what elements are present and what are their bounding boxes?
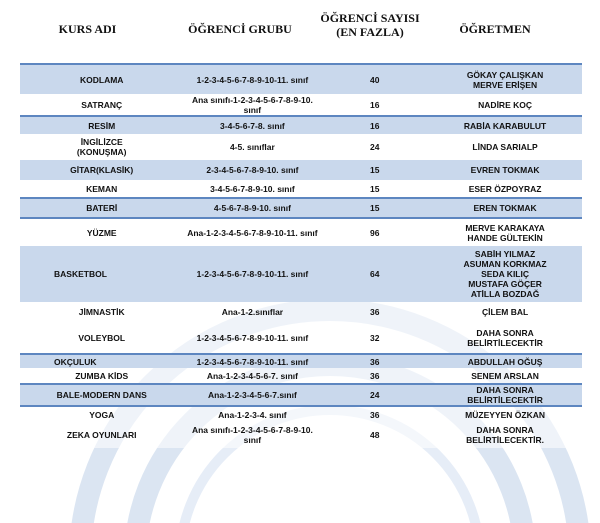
count-cell: 64	[321, 246, 428, 302]
course-cell: KODLAMA	[20, 64, 183, 94]
count-cell: 15	[321, 180, 428, 198]
course-cell: VOLEYBOL	[20, 322, 183, 354]
table-row	[20, 384, 582, 406]
group-cell: Ana-1-2-3-4-5-6-7.sınıf	[183, 384, 321, 406]
teacher-cell: SENEM ARSLAN	[428, 368, 582, 384]
course-cell: YOGA	[20, 406, 183, 422]
table-row	[20, 134, 582, 160]
count-cell: 32	[321, 322, 428, 354]
course-cell: BATERİ	[20, 198, 183, 218]
course-cell: SATRANÇ	[20, 94, 183, 116]
group-cell: Ana sınıfı-1-2-3-4-5-6-7-8-9-10. sınıf	[183, 94, 321, 116]
table-row	[20, 422, 582, 448]
course-cell: BALE-MODERN DANS	[20, 384, 183, 406]
table-row	[20, 246, 582, 302]
header-course: KURS ADI	[58, 22, 117, 36]
group-cell: Ana-1-2-3-4. sınıf	[183, 406, 321, 422]
count-cell: 15	[321, 160, 428, 180]
course-cell: ZEKA OYUNLARI	[20, 422, 183, 448]
group-cell: 4-5-6-7-8-9-10. sınıf	[183, 198, 321, 218]
teacher-cell: LİNDA SARIALP	[428, 134, 582, 160]
table-row	[20, 116, 582, 134]
header-group: ÖĞRENCİ GRUBU	[188, 22, 292, 36]
count-cell: 16	[321, 94, 428, 116]
count-cell: 36	[321, 354, 428, 368]
course-cell: RESİM	[20, 116, 183, 134]
group-cell: 1-2-3-4-5-6-7-8-9-10-11. sınıf	[183, 246, 321, 302]
teacher-cell: GÖKAY ÇALIŞKAN MERVE ERİŞEN	[428, 64, 582, 94]
table-row	[20, 354, 582, 368]
table-row	[20, 368, 582, 384]
count-cell: 36	[321, 406, 428, 422]
header-teacher: ÖĞRETMEN	[459, 22, 531, 36]
teacher-cell: MERVE KARAKAYA HANDE GÜLTEKİN	[428, 218, 582, 246]
teacher-cell: RABİA KARABULUT	[428, 116, 582, 134]
group-cell: Ana-1-2-3-4-5-6-7-8-9-10-11. sınıf	[183, 218, 321, 246]
teacher-cell: EREN TOKMAK	[428, 198, 582, 218]
table-row	[20, 94, 582, 116]
course-cell: KEMAN	[20, 180, 183, 198]
count-cell: 24	[321, 134, 428, 160]
course-table	[20, 63, 582, 448]
course-cell: ZUMBA KİDS	[20, 368, 183, 384]
group-cell: Ana-1-2-3-4-5-6-7. sınıf	[183, 368, 321, 384]
count-cell: 96	[321, 218, 428, 246]
table-row	[20, 180, 582, 198]
teacher-cell: EVREN TOKMAK	[428, 160, 582, 180]
teacher-cell: DAHA SONRA BELİRTİLECEKTİR.	[428, 422, 582, 448]
count-cell: 36	[321, 368, 428, 384]
course-cell: GİTAR(KLASİK)	[20, 160, 183, 180]
teacher-cell: MÜZEYYEN ÖZKAN	[428, 406, 582, 422]
teacher-cell: NADİRE KOÇ	[428, 94, 582, 116]
count-cell: 16	[321, 116, 428, 134]
teacher-cell: ÇİLEM BAL	[428, 302, 582, 322]
count-cell: 24	[321, 384, 428, 406]
teacher-cell: ABDULLAH OĞUŞ	[428, 354, 582, 368]
teacher-cell: SABİH YILMAZ ASUMAN KORKMAZ SEDA KILIÇ MUSTAFA GÖÇER ATİLLA BOZDAĞ	[428, 246, 582, 302]
table-row	[20, 322, 582, 354]
table-header	[0, 0, 600, 60]
group-cell: 2-3-4-5-6-7-8-9-10. sınıf	[183, 160, 321, 180]
table-row	[20, 160, 582, 180]
course-cell: JİMNASTİK	[20, 302, 183, 322]
count-cell: 40	[321, 64, 428, 94]
course-cell: OKÇULUK	[20, 354, 183, 368]
header-count-line1: ÖĞRENCİ SAYISI	[320, 11, 420, 25]
table-row	[20, 198, 582, 218]
header-count-line2: (EN FAZLA)	[336, 25, 404, 39]
course-cell: BASKETBOL	[20, 246, 183, 302]
group-cell: 3-4-5-6-7-8. sınıf	[183, 116, 321, 134]
group-cell: 1-2-3-4-5-6-7-8-9-10-11. sınıf	[183, 64, 321, 94]
group-cell: 1-2-3-4-5-6-7-8-9-10-11. sınıf	[183, 322, 321, 354]
group-cell: 3-4-5-6-7-8-9-10. sınıf	[183, 180, 321, 198]
course-cell: YÜZME	[20, 218, 183, 246]
count-cell: 15	[321, 198, 428, 218]
course-cell: İNGİLİZCE (KONUŞMA)	[20, 134, 183, 160]
teacher-cell: DAHA SONRA BELİRTİLECEKTİR	[428, 322, 582, 354]
table-row	[20, 302, 582, 322]
table-row	[20, 218, 582, 246]
group-cell: Ana-1-2.sınıflar	[183, 302, 321, 322]
table-row	[20, 64, 582, 94]
group-cell: 1-2-3-4-5-6-7-8-9-10-11. sınıf	[183, 354, 321, 368]
count-cell: 48	[321, 422, 428, 448]
teacher-cell: ESER ÖZPOYRAZ	[428, 180, 582, 198]
count-cell: 36	[321, 302, 428, 322]
group-cell: Ana sınıfı-1-2-3-4-5-6-7-8-9-10. sınıf	[183, 422, 321, 448]
teacher-cell: DAHA SONRA BELİRTİLECEKTİR	[428, 384, 582, 406]
group-cell: 4-5. sınıflar	[183, 134, 321, 160]
table-row	[20, 406, 582, 422]
